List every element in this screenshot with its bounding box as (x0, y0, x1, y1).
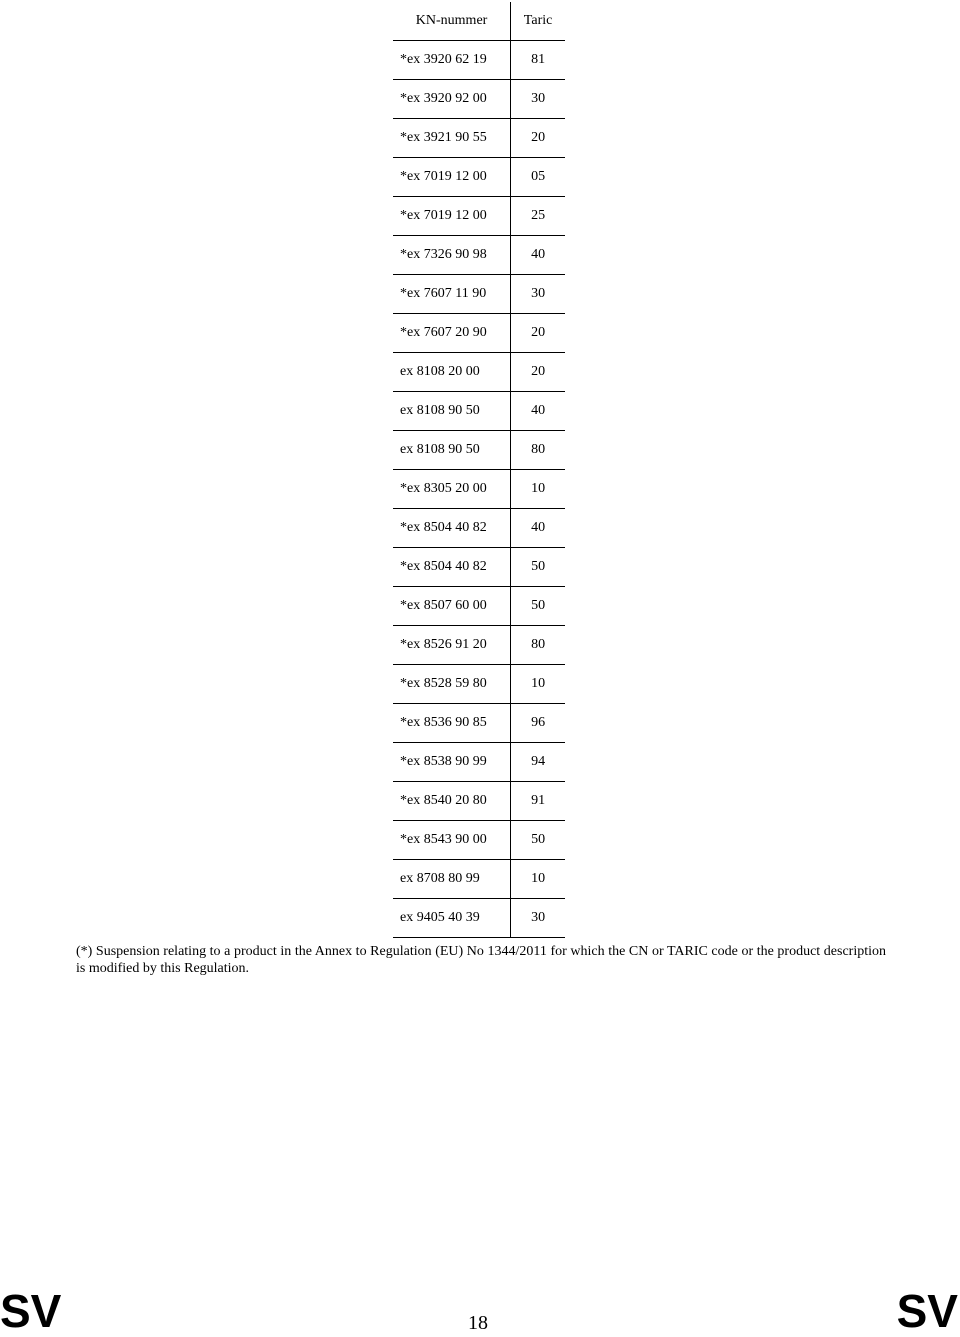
cn-code-cell: *ex 8536 90 85 (393, 704, 511, 743)
taric-code-cell: 30 (511, 80, 565, 119)
table-row (393, 392, 565, 431)
taric-code-cell: 20 (511, 119, 565, 158)
cn-code-cell: *ex 8528 59 80 (393, 665, 511, 704)
table-row (393, 626, 565, 665)
cn-code-cell: *ex 7607 20 90 (393, 314, 511, 353)
taric-code-cell: 10 (511, 470, 565, 509)
table-row (393, 704, 565, 743)
table-row (393, 860, 565, 899)
taric-code-cell: 80 (511, 431, 565, 470)
language-code-right: SV (896, 1285, 958, 1337)
cn-code-cell: *ex 8526 91 20 (393, 626, 511, 665)
taric-code-cell: 30 (511, 899, 565, 938)
taric-code-cell: 80 (511, 626, 565, 665)
cn-code-cell: *ex 7607 11 90 (393, 275, 511, 314)
page-number: 18 (468, 1312, 488, 1334)
table-row (393, 314, 565, 353)
taric-code-cell: 40 (511, 236, 565, 275)
table-body (393, 2, 565, 938)
cn-code-cell: ex 9405 40 39 (393, 899, 511, 938)
taric-code-cell: 50 (511, 548, 565, 587)
taric-code-cell: 91 (511, 782, 565, 821)
table-row (393, 821, 565, 860)
cn-code-cell: *ex 7019 12 00 (393, 197, 511, 236)
cn-code-cell: *ex 8504 40 82 (393, 509, 511, 548)
table-row (393, 353, 565, 392)
cn-taric-table (393, 2, 565, 938)
taric-code-cell: 40 (511, 392, 565, 431)
table-row (393, 80, 565, 119)
taric-code-cell: 81 (511, 41, 565, 80)
taric-code-cell: 30 (511, 275, 565, 314)
taric-code-cell: 50 (511, 821, 565, 860)
cn-code-cell: ex 8108 90 50 (393, 392, 511, 431)
column-header-kn: KN-nummer (393, 2, 511, 41)
table-row (393, 587, 565, 626)
table-row (393, 743, 565, 782)
table-row (393, 548, 565, 587)
table-row (393, 470, 565, 509)
cn-code-cell: *ex 8540 20 80 (393, 782, 511, 821)
cn-code-cell: *ex 8507 60 00 (393, 587, 511, 626)
cn-code-cell: ex 8108 20 00 (393, 353, 511, 392)
cn-code-cell: *ex 7326 90 98 (393, 236, 511, 275)
cn-code-cell: *ex 8543 90 00 (393, 821, 511, 860)
footnote: (*) Suspension relating to a product in the Annex to Regulation (EU) No 1344/2011 for which the CN or TARIC code or the product description is modified by this Regulation. (76, 944, 886, 976)
cn-code-cell: *ex 8305 20 00 (393, 470, 511, 509)
table-row (393, 119, 565, 158)
table-row (393, 236, 565, 275)
table-row (393, 665, 565, 704)
taric-code-cell: 20 (511, 353, 565, 392)
table-row (393, 275, 565, 314)
table-row (393, 158, 565, 197)
taric-code-cell: 10 (511, 665, 565, 704)
taric-code-cell: 20 (511, 314, 565, 353)
taric-code-cell: 40 (511, 509, 565, 548)
table-row (393, 41, 565, 80)
taric-code-cell: 05 (511, 158, 565, 197)
table-row (393, 197, 565, 236)
taric-code-cell: 94 (511, 743, 565, 782)
cn-code-cell: ex 8108 90 50 (393, 431, 511, 470)
taric-code-cell: 50 (511, 587, 565, 626)
cn-taric-table-container (393, 2, 565, 938)
taric-code-cell: 25 (511, 197, 565, 236)
cn-code-cell: *ex 8504 40 82 (393, 548, 511, 587)
cn-code-cell: *ex 7019 12 00 (393, 158, 511, 197)
cn-code-cell: *ex 3920 62 19 (393, 41, 511, 80)
cn-code-cell: *ex 8538 90 99 (393, 743, 511, 782)
cn-code-cell: *ex 3921 90 55 (393, 119, 511, 158)
table-row (393, 509, 565, 548)
cn-code-cell: *ex 3920 92 00 (393, 80, 511, 119)
table-row (393, 782, 565, 821)
table-row (393, 431, 565, 470)
table-header-row (393, 2, 565, 41)
taric-code-cell: 10 (511, 860, 565, 899)
cn-code-cell: ex 8708 80 99 (393, 860, 511, 899)
table-row (393, 899, 565, 938)
language-code-left: SV (0, 1285, 62, 1337)
column-header-taric: Taric (511, 2, 565, 41)
taric-code-cell: 96 (511, 704, 565, 743)
